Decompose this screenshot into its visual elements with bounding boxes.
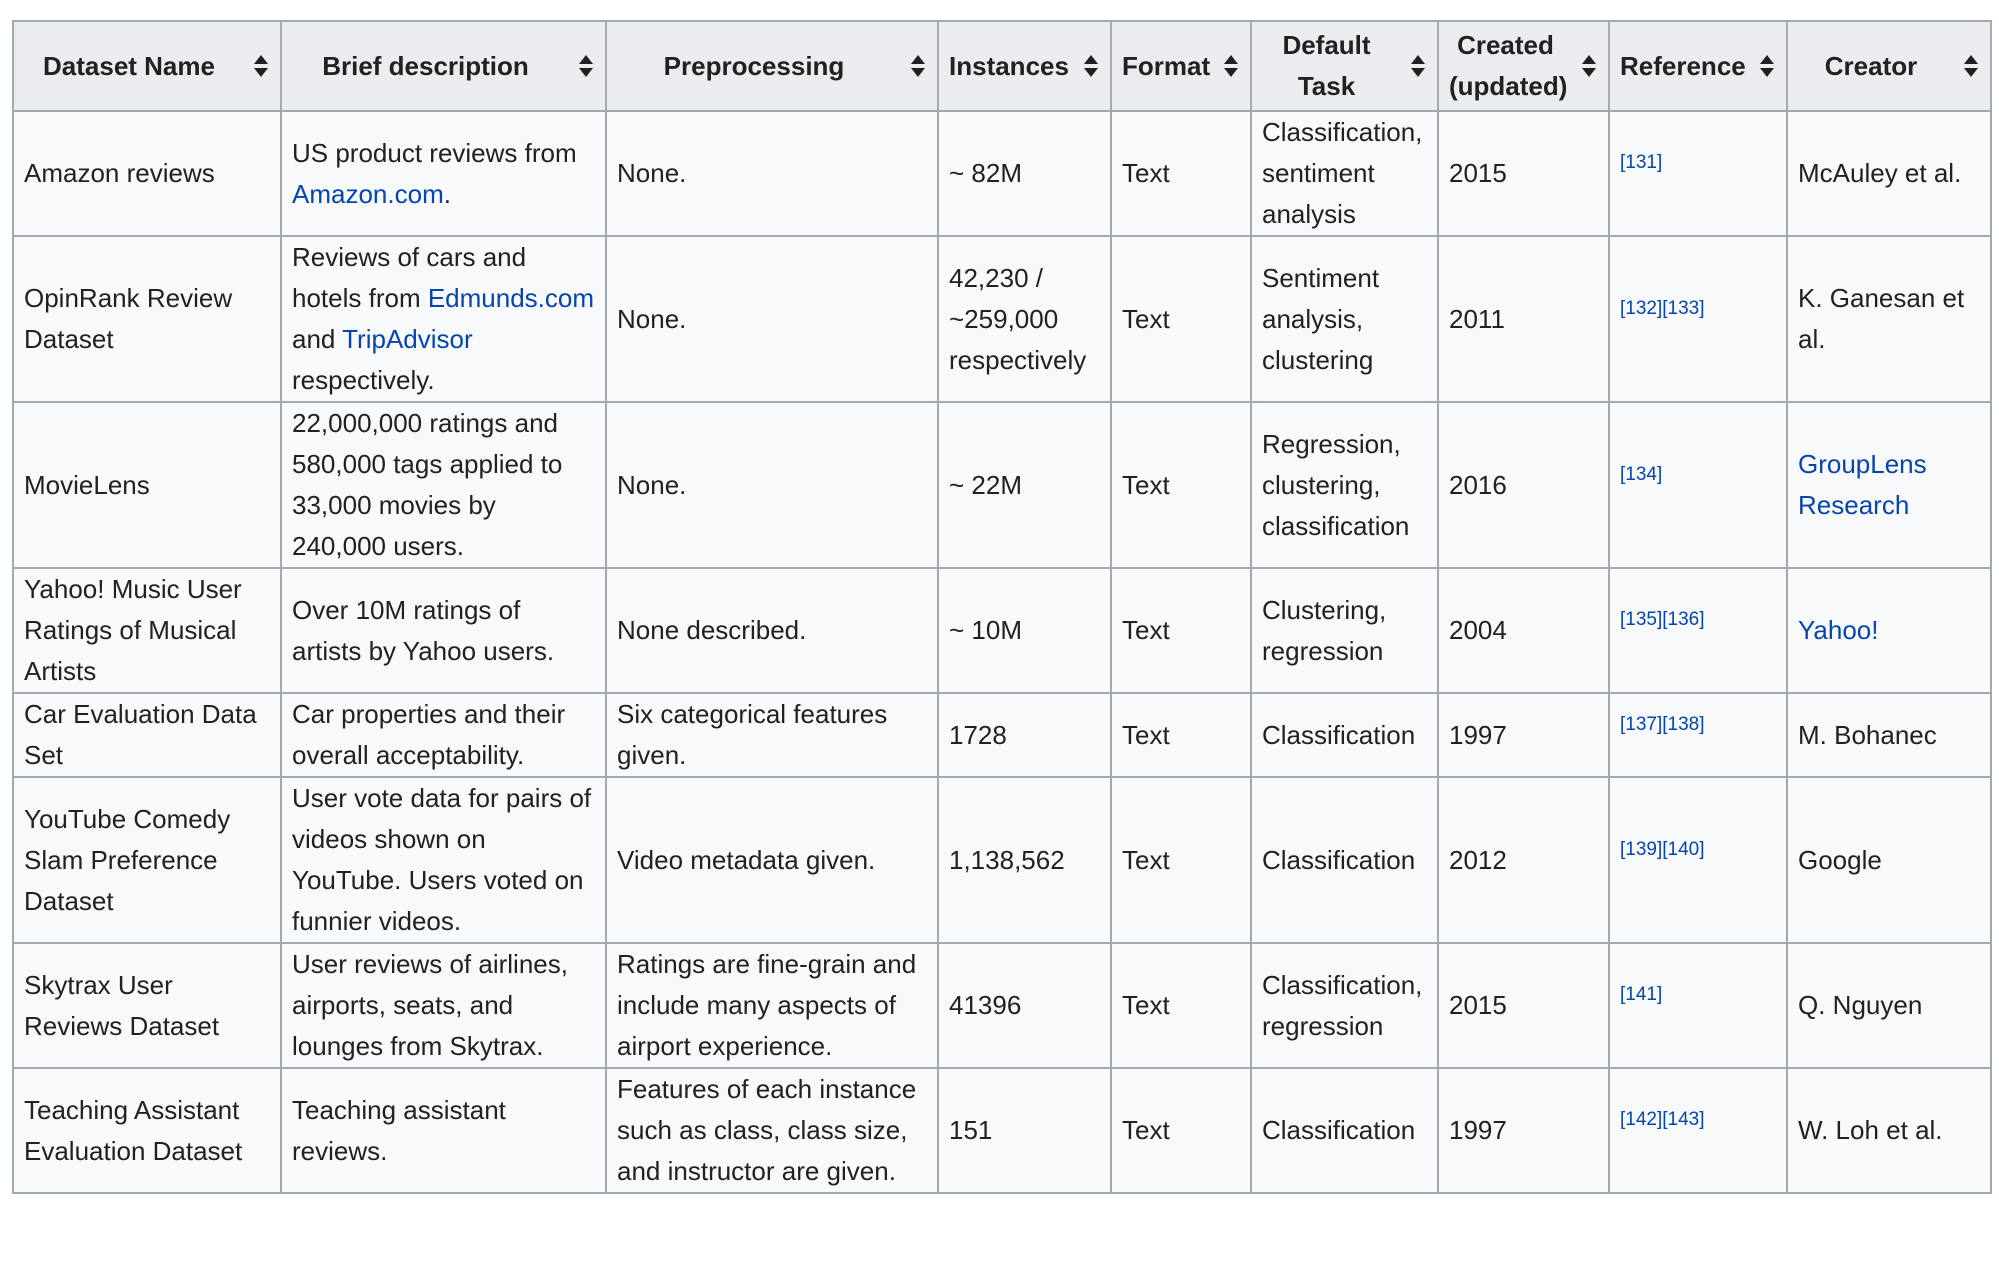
default-task-text: Classification <box>1262 1115 1416 1145</box>
preprocessing-text: None. <box>617 303 687 334</box>
instances-text: ~ 22M <box>949 469 1022 500</box>
table-row <box>13 777 1991 943</box>
instances-text: ~ 82M <box>949 158 1022 188</box>
cell-dataset-name <box>13 568 281 693</box>
format-text: Text <box>1122 1115 1170 1145</box>
instances-text: 151 <box>949 1115 993 1145</box>
sort-updown-icon[interactable] <box>579 55 593 77</box>
cell-format <box>1111 943 1251 1068</box>
description-text: Teaching assistant reviews. <box>292 1094 506 1166</box>
description-text: User vote data for pairs of videos shown on YouTube. Users voted on funnier videos. <box>292 783 592 936</box>
cell-created <box>1438 111 1609 236</box>
created-text: 2015 <box>1449 158 1507 188</box>
cell-default-task <box>1251 402 1438 568</box>
reference-superscript <box>1620 152 1662 173</box>
dataset-name-text: OpinRank Review Dataset <box>24 283 233 354</box>
cell-instances <box>938 943 1111 1068</box>
created-text: 1997 <box>1449 1115 1507 1145</box>
creator-text: W. Loh et al. <box>1798 1115 1943 1145</box>
reference-superscript <box>1620 714 1705 735</box>
column-header-reference[interactable] <box>1609 21 1787 111</box>
cell-created <box>1438 943 1609 1068</box>
column-header-label: Default Task <box>1282 30 1371 101</box>
preprocessing-text: None described. <box>617 615 807 645</box>
creator-text: McAuley et al. <box>1798 158 1962 188</box>
table-row <box>13 693 1991 777</box>
reference-link[interactable]: [139] <box>1620 838 1663 860</box>
dataset-name-text: Teaching Assistant Evaluation Dataset <box>24 1094 243 1166</box>
preprocessing-text: Ratings are fine-grain and include many aspects of airport experience. <box>617 949 917 1061</box>
reference-link[interactable]: [141] <box>1620 984 1663 1005</box>
table-row <box>13 943 1991 1068</box>
sort-updown-icon[interactable] <box>1224 55 1238 77</box>
format-text: Text <box>1122 719 1170 750</box>
description-text: Reviews of cars and hotels from <box>292 242 527 313</box>
cell-instances <box>938 777 1111 943</box>
cell-format <box>1111 1068 1251 1193</box>
reference-link[interactable]: [142] <box>1620 1109 1663 1130</box>
instances-text: 1728 <box>949 719 1007 750</box>
preprocessing-text: Features of each instance such as class, class size, and instructor are given. <box>617 1074 917 1186</box>
column-header-default-task[interactable] <box>1251 21 1438 111</box>
cell-brief-description <box>281 777 606 943</box>
dataset-name-text: Amazon reviews <box>24 158 215 188</box>
sort-updown-icon[interactable] <box>1760 55 1774 77</box>
cell-preprocessing <box>606 943 938 1068</box>
cell-default-task <box>1251 1068 1438 1193</box>
cell-preprocessing <box>606 236 938 402</box>
creator-text: K. Ganesan et al. <box>1798 283 1965 354</box>
cell-reference <box>1609 402 1787 568</box>
cell-default-task <box>1251 568 1438 693</box>
column-header-creator[interactable] <box>1787 21 1991 111</box>
cell-preprocessing <box>606 693 938 777</box>
datasets-table-container <box>12 20 1992 1194</box>
sort-updown-icon[interactable] <box>1084 55 1098 77</box>
preprocessing-text: None. <box>617 158 687 188</box>
cell-creator <box>1787 1068 1991 1193</box>
dataset-name-text: YouTube Comedy Slam Preference Dataset <box>24 803 231 916</box>
cell-preprocessing <box>606 402 938 568</box>
reference-superscript <box>1620 609 1705 630</box>
sort-updown-icon[interactable] <box>1582 55 1596 77</box>
cell-brief-description <box>281 693 606 777</box>
cell-default-task <box>1251 236 1438 402</box>
cell-brief-description <box>281 943 606 1068</box>
cell-brief-description <box>281 568 606 693</box>
cell-creator <box>1787 402 1991 568</box>
cell-format <box>1111 402 1251 568</box>
cell-reference <box>1609 943 1787 1068</box>
column-header-label: Created (updated) <box>1449 30 1568 101</box>
default-task-text: Sentiment analysis, clustering <box>1262 262 1380 375</box>
description-text: User reviews of airlines, airports, seats, and lounges from Skytrax. <box>292 949 568 1061</box>
cell-dataset-name <box>13 943 281 1068</box>
sort-updown-icon[interactable] <box>254 55 268 77</box>
cell-created <box>1438 236 1609 402</box>
format-text: Text <box>1122 844 1170 875</box>
reference-link[interactable]: [140] <box>1662 838 1705 860</box>
reference-link[interactable]: [135] <box>1620 609 1663 630</box>
created-text: 1997 <box>1449 719 1507 750</box>
cell-reference <box>1609 111 1787 236</box>
created-text: 2004 <box>1449 615 1507 645</box>
instances-text: 41396 <box>949 990 1022 1020</box>
table-row <box>13 402 1991 568</box>
reference-link[interactable]: [134] <box>1620 463 1663 485</box>
reference-link[interactable]: [137] <box>1620 713 1663 735</box>
reference-superscript <box>1620 1109 1705 1130</box>
cell-creator <box>1787 111 1991 236</box>
default-task-text: Clustering, regression <box>1262 594 1387 666</box>
cell-reference <box>1609 236 1787 402</box>
cell-reference <box>1609 1068 1787 1193</box>
cell-creator <box>1787 236 1991 402</box>
cell-instances <box>938 568 1111 693</box>
cell-created <box>1438 568 1609 693</box>
table-body <box>13 111 1991 1193</box>
dataset-name-text: Car Evaluation Data Set <box>24 699 257 770</box>
instances-text: 42,230 / ~259,000 respectively <box>949 262 1087 375</box>
reference-superscript <box>1620 984 1662 1005</box>
table-header-row <box>13 21 1991 111</box>
table-row <box>13 111 1991 236</box>
cell-preprocessing <box>606 111 938 236</box>
cell-dataset-name <box>13 402 281 568</box>
created-text: 2011 <box>1449 303 1505 334</box>
sort-updown-icon[interactable] <box>911 55 925 77</box>
cell-default-task <box>1251 111 1438 236</box>
column-header-label: Preprocessing <box>663 50 845 81</box>
cell-created <box>1438 1068 1609 1193</box>
dataset-name-text: Skytrax User Reviews Dataset <box>24 969 220 1041</box>
format-text: Text <box>1122 158 1170 188</box>
table-row <box>13 236 1991 402</box>
cell-default-task <box>1251 777 1438 943</box>
datasets-table <box>12 20 1992 1194</box>
column-header-preprocessing[interactable] <box>606 21 938 111</box>
cell-preprocessing <box>606 568 938 693</box>
cell-brief-description <box>281 1068 606 1193</box>
sort-updown-icon[interactable] <box>1964 55 1978 77</box>
reference-link[interactable]: [136] <box>1662 609 1705 630</box>
cell-brief-description <box>281 402 606 568</box>
column-header-label: Dataset Name <box>43 50 215 81</box>
format-text: Text <box>1122 615 1170 645</box>
cell-created <box>1438 777 1609 943</box>
reference-link[interactable]: [138] <box>1662 713 1705 735</box>
cell-default-task <box>1251 943 1438 1068</box>
creator-text: Q. Nguyen <box>1798 990 1923 1020</box>
column-header-label: Creator <box>1824 50 1918 81</box>
column-header-label: Format <box>1122 50 1211 81</box>
description-link[interactable]: Amazon.com <box>292 178 444 209</box>
reference-link[interactable]: [143] <box>1662 1109 1705 1130</box>
cell-dataset-name <box>13 111 281 236</box>
description-link[interactable]: Edmunds.com <box>427 283 595 313</box>
cell-instances <box>938 111 1111 236</box>
cell-preprocessing <box>606 777 938 943</box>
cell-instances <box>938 693 1111 777</box>
creator-text: M. Bohanec <box>1798 719 1937 750</box>
instances-text: 1,138,562 <box>949 844 1065 875</box>
reference-superscript <box>1620 464 1662 485</box>
cell-format <box>1111 111 1251 236</box>
cell-default-task <box>1251 693 1438 777</box>
cell-reference <box>1609 777 1787 943</box>
cell-created <box>1438 402 1609 568</box>
cell-created <box>1438 693 1609 777</box>
cell-reference <box>1609 568 1787 693</box>
column-header-brief-description[interactable] <box>281 21 606 111</box>
column-header-label: Instances <box>949 50 1069 81</box>
cell-instances <box>938 402 1111 568</box>
cell-dataset-name <box>13 693 281 777</box>
cell-dataset-name <box>13 1068 281 1193</box>
description-text: Over 10M ratings of artists by Yahoo users. <box>292 594 555 666</box>
reference-link[interactable]: [132] <box>1620 297 1663 319</box>
column-header-created-updated[interactable] <box>1438 21 1609 111</box>
description-text: . <box>443 178 451 209</box>
dataset-name-text: MovieLens <box>24 469 150 500</box>
cell-dataset-name <box>13 777 281 943</box>
cell-format <box>1111 568 1251 693</box>
default-task-text: Classification <box>1262 844 1416 875</box>
cell-dataset-name <box>13 236 281 402</box>
description-text: US product reviews from <box>292 137 577 168</box>
reference-link[interactable]: [133] <box>1662 297 1705 319</box>
format-text: Text <box>1122 990 1170 1020</box>
description-text: 22,000,000 ratings and 580,000 tags applied to 33,000 movies by 240,000 users. <box>292 408 563 561</box>
creator-text: Google <box>1798 844 1882 875</box>
default-task-text: Classification, sentiment analysis <box>1262 117 1423 229</box>
created-text: 2016 <box>1449 469 1507 500</box>
cell-brief-description <box>281 111 606 236</box>
created-text: 2012 <box>1449 844 1507 875</box>
cell-format <box>1111 236 1251 402</box>
default-task-text: Regression, clustering, classification <box>1262 428 1410 541</box>
cell-format <box>1111 693 1251 777</box>
cell-brief-description <box>281 236 606 402</box>
default-task-text: Classification, regression <box>1262 969 1423 1041</box>
cell-reference <box>1609 693 1787 777</box>
reference-superscript <box>1620 839 1705 860</box>
description-link[interactable]: TripAdvisor <box>342 324 473 354</box>
preprocessing-text: Six categorical features given. <box>617 699 888 770</box>
instances-text: ~ 10M <box>949 615 1022 645</box>
dataset-name-text: Yahoo! Music User Ratings of Musical Artists <box>24 574 242 686</box>
column-header-instances[interactable] <box>938 21 1111 111</box>
preprocessing-text: Video metadata given. <box>617 844 876 875</box>
cell-creator <box>1787 943 1991 1068</box>
creator-link[interactable]: GroupLens Research <box>1798 449 1927 520</box>
cell-creator <box>1787 568 1991 693</box>
cell-creator <box>1787 777 1991 943</box>
preprocessing-text: None. <box>617 469 687 500</box>
column-header-label: Brief description <box>322 50 529 81</box>
column-header-dataset-name[interactable] <box>13 21 281 111</box>
default-task-text: Classification <box>1262 719 1416 750</box>
format-text: Text <box>1122 303 1170 334</box>
cell-preprocessing <box>606 1068 938 1193</box>
cell-creator <box>1787 693 1991 777</box>
creator-link[interactable]: Yahoo! <box>1798 615 1879 645</box>
cell-format <box>1111 777 1251 943</box>
column-header-label: Reference <box>1620 50 1746 81</box>
table-row <box>13 568 1991 693</box>
format-text: Text <box>1122 469 1170 500</box>
description-text: respectively. <box>292 365 435 395</box>
created-text: 2015 <box>1449 990 1507 1020</box>
description-text: Car properties and their overall acceptability. <box>292 699 566 770</box>
table-row <box>13 1068 1991 1193</box>
reference-superscript <box>1620 298 1705 319</box>
description-text: and <box>292 324 343 354</box>
column-header-format[interactable] <box>1111 21 1251 111</box>
sort-updown-icon[interactable] <box>1411 55 1425 77</box>
reference-link[interactable]: [131] <box>1620 152 1663 173</box>
cell-instances <box>938 1068 1111 1193</box>
cell-instances <box>938 236 1111 402</box>
